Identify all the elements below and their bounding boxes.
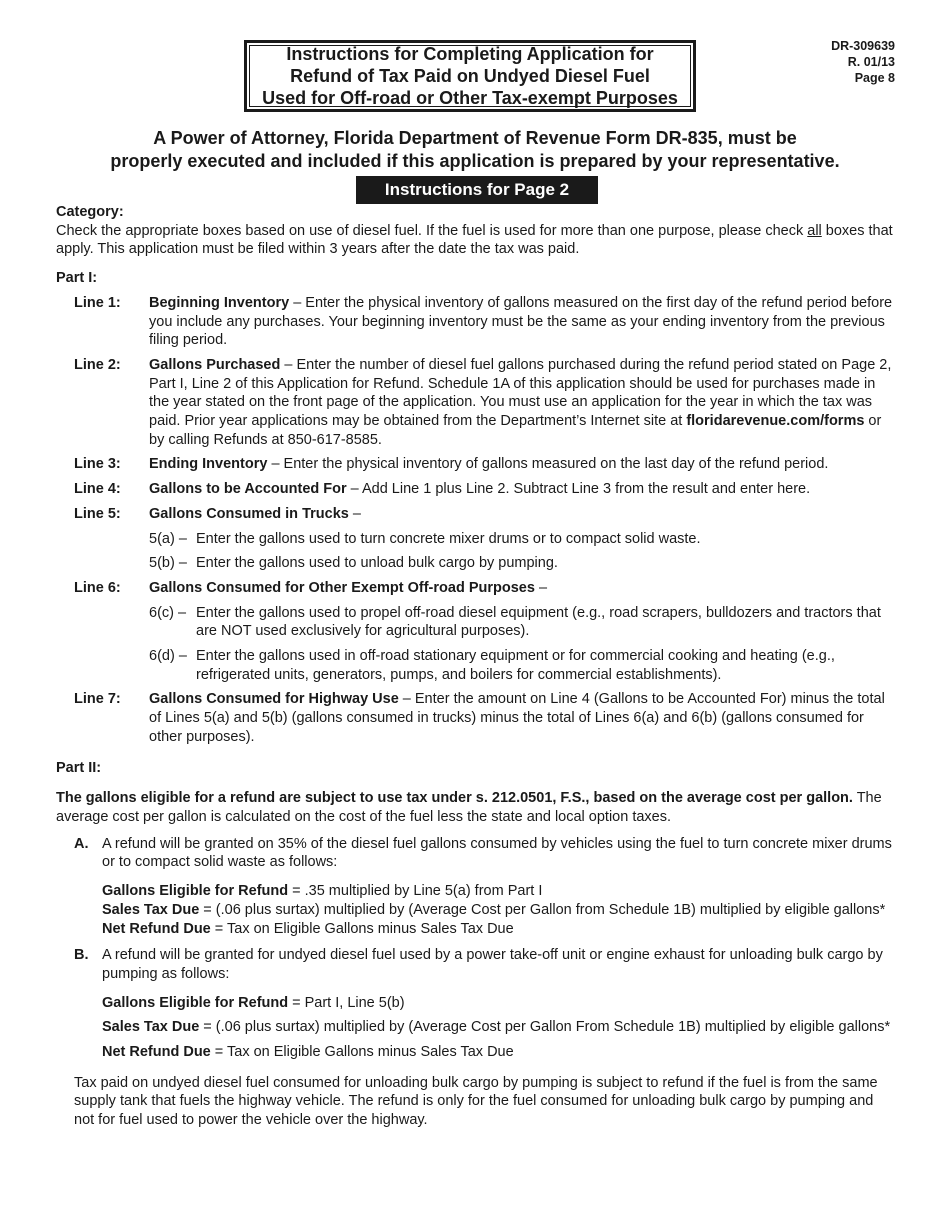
website-link: floridarevenue.com/forms	[686, 413, 865, 430]
poa-line-2: properly executed and included if this application is prepared by your representative.	[110, 151, 840, 171]
item-a-formulas: Gallons Eligible for Refund = .35 multiplied by Line 5(a) from Part I Sales Tax Due = (.06 plus surtax) multiplied by (Average Cost per Gallon from Schedule 1B) multiplied by eligible gallons* Net Refund Due = Tax on Eligible Gallons minus Sales Tax Due	[102, 883, 886, 937]
page-number: Page 8	[854, 71, 895, 85]
part1-heading: Part I:	[56, 270, 98, 287]
category-text: Check the appropriate boxes based on use of diesel fuel. If the fuel is used for more than one purpose, please check all boxes that apply. This application must be filed within 3 years after the date the tax was paid.	[56, 222, 893, 258]
line-1-instruction: Line 1: Beginning Inventory – Enter the physical inventory of gallons measured on the first day of the refund period before you include any purchases. Your beginning inventory must be the same as your ending inventory from the previous filing period.	[74, 294, 893, 349]
line-2-instruction: Line 2: Gallons Purchased – Enter the number of diesel fuel gallons purchased during the refund period stated on Page 2, Part I, Line 2 of this Application for Refund. Schedule 1A of this application should be used for purchases made in the year stated on the front page of the application. You must use an application for the year in which the tax was paid. Prior year applications may be obtained from the Department’s Internet site at floridarevenue.com/forms or by calling Refunds at 850-617-8585.	[74, 356, 892, 448]
line-5b-instruction: 5(b) – Enter the gallons used to unload bulk cargo by pumping.	[149, 555, 558, 572]
form-number: DR-309639	[831, 39, 895, 53]
line-6d-instruction: 6(d) – Enter the gallons used in off-road stationary equipment or for commercial cooking and heating (e.g., refrigerated units, generators, pumps, and boilers for commercial establishments).	[149, 648, 835, 683]
title-line-1: Instructions for Completing Application for	[286, 44, 654, 64]
line-6-instruction: Line 6: Gallons Consumed for Other Exempt Off-road Purposes –	[74, 579, 548, 596]
title-line-2: Refund of Tax Paid on Undyed Diesel Fuel	[290, 66, 650, 86]
line-5-instruction: Line 5: Gallons Consumed in Trucks –	[74, 505, 361, 522]
form-identifier	[831, 38, 895, 86]
title-line-3: Used for Off-road or Other Tax-exempt Purposes	[262, 88, 678, 108]
line-4-instruction: Line 4: Gallons to be Accounted For – Add Line 1 plus Line 2. Subtract Line 3 from the result and enter here.	[74, 481, 811, 498]
closing-paragraph: Tax paid on undyed diesel fuel consumed for unloading bulk cargo by pumping is subject to refund if the fuel is from the same supply tank that fuels the highway vehicle. The refund is only for the fuel consumed for unloading bulk cargo by pumping and not for fuel used to power the vehicle over the highway.	[74, 1074, 878, 1129]
power-of-attorney-notice	[56, 127, 894, 173]
document-title	[249, 45, 691, 107]
item-b: B. A refund will be granted for undyed diesel fuel used by a power take-off unit or engine exhaust for unloading bulk cargo by pumping as follows:	[74, 947, 883, 982]
underlined-all: all	[807, 222, 822, 239]
instructions-body	[56, 203, 894, 1130]
title-box	[244, 40, 696, 112]
poa-line-1: A Power of Attorney, Florida Department of Revenue Form DR-835, must be	[153, 128, 797, 148]
category-heading: Category:	[56, 204, 124, 220]
part2-intro: The gallons eligible for a refund are subject to use tax under s. 212.0501, F.S., based on the average cost per gallon. The average cost per gallon is calculated on the cost of the fuel less the state and local option taxes.	[56, 790, 882, 825]
line-7-instruction: Line 7: Gallons Consumed for Highway Use – Enter the amount on Line 4 (Gallons to be Accounted For) minus the total of Lines 5(a) and 5(b) (gallons consumed in trucks) minus the total of Lines 6(a) and 6(b) (gallons consumed for other purposes).	[74, 691, 885, 745]
item-a: A. A refund will be granted on 35% of the diesel fuel gallons consumed by vehicles using the fuel to turn concrete mixer drums or to compact solid waste as follows:	[74, 835, 892, 871]
part2-heading: Part II:	[56, 759, 102, 776]
page-banner: Instructions for Page 2	[356, 176, 598, 204]
form-revision: R. 01/13	[847, 55, 895, 69]
line-3-instruction: Line 3: Ending Inventory – Enter the physical inventory of gallons measured on the last day of the refund period.	[74, 456, 829, 473]
line-5a-instruction: 5(a) – Enter the gallons used to turn concrete mixer drums or to compact solid waste.	[149, 530, 701, 547]
line-6c-instruction: 6(c) – Enter the gallons used to propel off-road diesel equipment (e.g., road scrapers, bulldozers and tractors that are NOT used exclusively for agricultural purposes).	[149, 604, 881, 640]
item-b-formulas: Gallons Eligible for Refund = Part I, Line 5(b) Sales Tax Due = (.06 plus surtax) multiplied by (Average Cost per Gallon From Schedule 1B) multiplied by eligible gallons* Net Refund Due = Tax on Eligible Gallons minus Sales Tax Due	[102, 994, 891, 1061]
